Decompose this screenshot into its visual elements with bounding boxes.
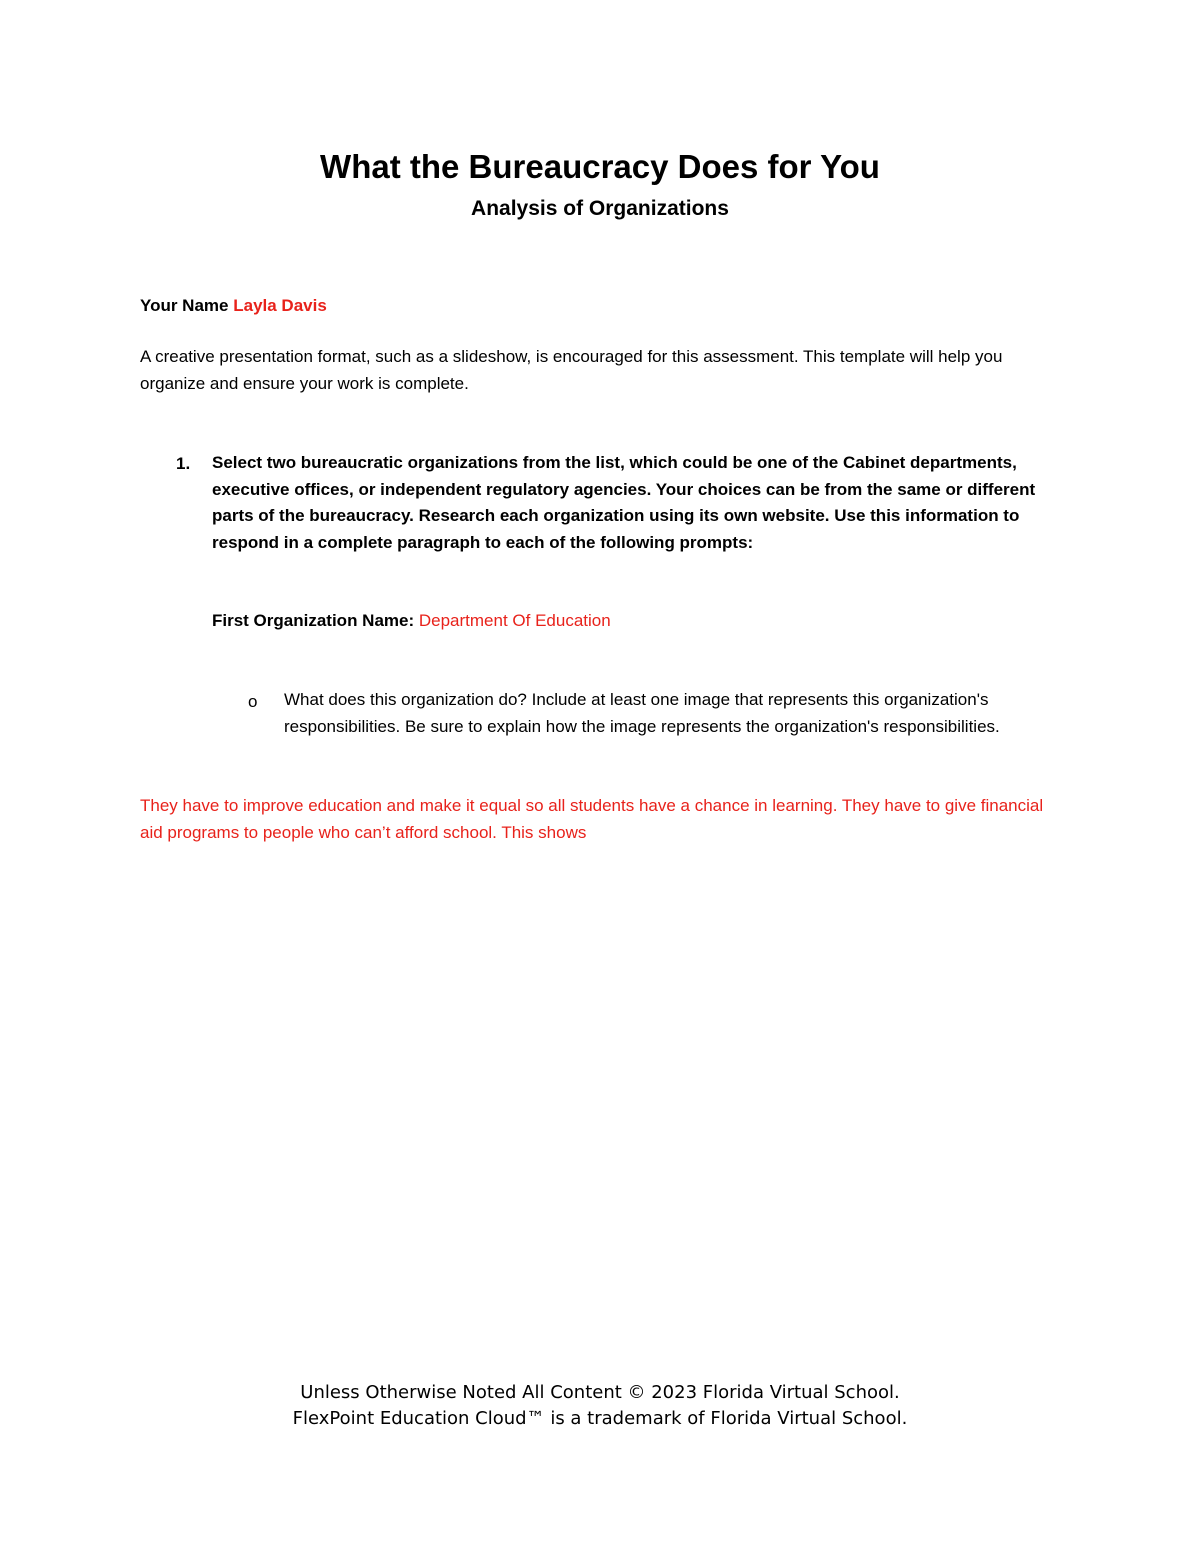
intro-paragraph: A creative presentation format, such as a slideshow, is encouraged for this assessment. This template will help you organize and ensure your work is complete.	[140, 347, 1003, 393]
prompt-text: What does this organization do? Include at least one image that represents this organization's responsibilities. Be sure to explain how the image represents the organization's responsibilities.	[284, 690, 1000, 736]
answer-paragraph[interactable]: They have to improve education and make it equal so all students have a chance in learning. They have to give financial aid programs to people who can’t afford school. This shows	[140, 796, 1044, 842]
organization-line	[212, 607, 611, 634]
name-line	[140, 293, 327, 319]
organization-value[interactable]: Department Of Education	[418, 611, 611, 630]
organization-label: First Organization Name:	[212, 611, 415, 630]
name-label: Your Name	[140, 296, 229, 315]
question-text: Select two bureaucratic organizations from the list, which could be one of the Cabinet departments, executive offices, or independent regulatory agencies. Your choices can be from the same or different parts of the bureaucracy. Research each organization using its own website. Use this information to respond in a complete paragraph to each of the following prompts:	[212, 453, 1036, 552]
footer-trademark: FlexPoint Education Cloud™ is a trademark of Florida Virtual School.	[292, 1408, 908, 1429]
question-number: 1.	[176, 454, 191, 473]
footer	[0, 1380, 1200, 1432]
document-title: What the Bureaucracy Does for You	[320, 148, 880, 185]
name-value[interactable]: Layla Davis	[233, 296, 327, 315]
document-subtitle: Analysis of Organizations	[471, 197, 729, 220]
bullet-marker: o	[248, 692, 258, 711]
footer-copyright: Unless Otherwise Noted All Content © 2023 Florida Virtual School.	[300, 1382, 900, 1403]
